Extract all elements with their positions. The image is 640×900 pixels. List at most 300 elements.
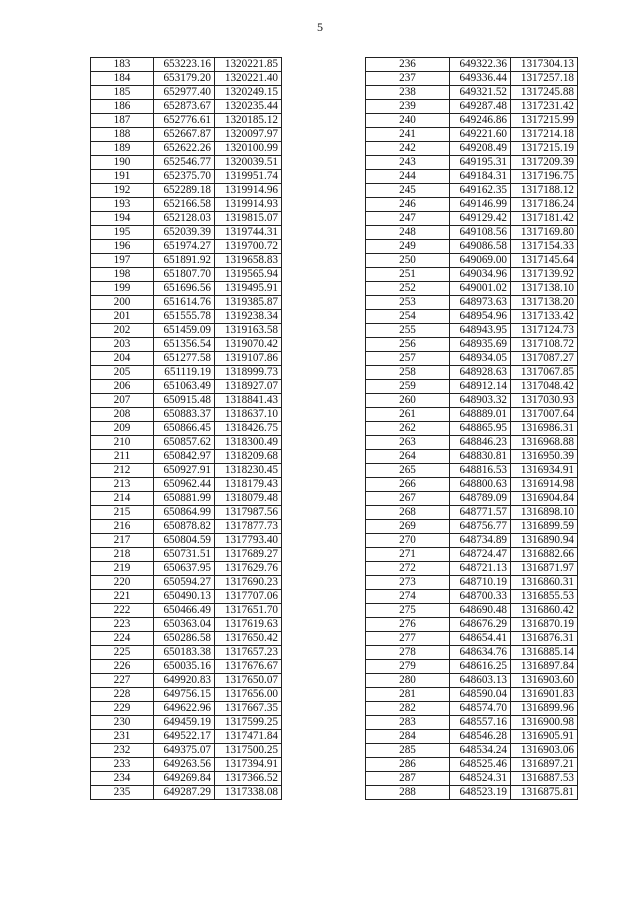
table-row <box>91 198 282 212</box>
table-row <box>366 198 578 212</box>
point-number-cell: 212 <box>91 464 154 478</box>
x-coordinate-cell: 649920.83 <box>154 674 215 688</box>
y-coordinate-cell: 1316900.98 <box>511 716 578 730</box>
table-row <box>366 170 578 184</box>
point-number-cell: 271 <box>366 548 450 562</box>
y-coordinate-cell: 1317500.25 <box>215 744 282 758</box>
y-coordinate-cell: 1316890.94 <box>511 534 578 548</box>
point-number-cell: 233 <box>91 758 154 772</box>
x-coordinate-cell: 649622.96 <box>154 702 215 716</box>
y-coordinate-cell: 1316887.53 <box>511 772 578 786</box>
x-coordinate-cell: 650866.45 <box>154 422 215 436</box>
y-coordinate-cell: 1317124.73 <box>511 324 578 338</box>
table-row <box>366 282 578 296</box>
point-number-cell: 243 <box>366 156 450 170</box>
x-coordinate-cell: 648789.09 <box>450 492 511 506</box>
table-row <box>366 632 578 646</box>
table-row <box>91 758 282 772</box>
y-coordinate-cell: 1317338.08 <box>215 786 282 800</box>
y-coordinate-cell: 1317108.72 <box>511 338 578 352</box>
y-coordinate-cell: 1319163.58 <box>215 324 282 338</box>
point-number-cell: 204 <box>91 352 154 366</box>
table-row <box>366 506 578 520</box>
x-coordinate-cell: 649246.86 <box>450 114 511 128</box>
point-number-cell: 288 <box>366 786 450 800</box>
y-coordinate-cell: 1320100.99 <box>215 142 282 156</box>
y-coordinate-cell: 1316986.31 <box>511 422 578 436</box>
table-row <box>366 758 578 772</box>
y-coordinate-cell: 1316898.10 <box>511 506 578 520</box>
y-coordinate-cell: 1319565.94 <box>215 268 282 282</box>
point-number-cell: 270 <box>366 534 450 548</box>
y-coordinate-cell: 1320039.51 <box>215 156 282 170</box>
point-number-cell: 221 <box>91 590 154 604</box>
x-coordinate-cell: 648734.89 <box>450 534 511 548</box>
point-number-cell: 237 <box>366 72 450 86</box>
y-coordinate-cell: 1317231.42 <box>511 100 578 114</box>
table-row <box>366 380 578 394</box>
table-row <box>91 604 282 618</box>
x-coordinate-cell: 648523.19 <box>450 786 511 800</box>
y-coordinate-cell: 1319744.31 <box>215 226 282 240</box>
x-coordinate-cell: 648676.29 <box>450 618 511 632</box>
x-coordinate-cell: 651119.19 <box>154 366 215 380</box>
point-number-cell: 240 <box>366 114 450 128</box>
y-coordinate-cell: 1316897.21 <box>511 758 578 772</box>
point-number-cell: 256 <box>366 338 450 352</box>
point-number-cell: 188 <box>91 128 154 142</box>
point-number-cell: 265 <box>366 464 450 478</box>
x-coordinate-cell: 651614.76 <box>154 296 215 310</box>
y-coordinate-cell: 1317689.27 <box>215 548 282 562</box>
y-coordinate-cell: 1319815.07 <box>215 212 282 226</box>
y-coordinate-cell: 1316871.97 <box>511 562 578 576</box>
point-number-cell: 272 <box>366 562 450 576</box>
point-number-cell: 185 <box>91 86 154 100</box>
y-coordinate-cell: 1317030.93 <box>511 394 578 408</box>
x-coordinate-cell: 648889.01 <box>450 408 511 422</box>
y-coordinate-cell: 1317215.99 <box>511 114 578 128</box>
point-number-cell: 245 <box>366 184 450 198</box>
table-row <box>91 156 282 170</box>
table-row <box>366 296 578 310</box>
table-row <box>366 408 578 422</box>
y-coordinate-cell: 1319914.96 <box>215 184 282 198</box>
table-row <box>366 464 578 478</box>
table-row <box>366 716 578 730</box>
y-coordinate-cell: 1317181.42 <box>511 212 578 226</box>
table-row <box>366 366 578 380</box>
x-coordinate-cell: 649195.31 <box>450 156 511 170</box>
point-number-cell: 251 <box>366 268 450 282</box>
x-coordinate-cell: 651459.09 <box>154 324 215 338</box>
coordinates-table-left <box>90 57 282 800</box>
y-coordinate-cell: 1318179.43 <box>215 478 282 492</box>
y-coordinate-cell: 1316855.53 <box>511 590 578 604</box>
point-number-cell: 259 <box>366 380 450 394</box>
y-coordinate-cell: 1317188.12 <box>511 184 578 198</box>
coordinates-table-left-body <box>91 58 282 800</box>
x-coordinate-cell: 648557.16 <box>450 716 511 730</box>
x-coordinate-cell: 648816.53 <box>450 464 511 478</box>
coordinates-table-right-body <box>366 58 578 800</box>
table-row <box>91 646 282 660</box>
table-row <box>366 254 578 268</box>
point-number-cell: 286 <box>366 758 450 772</box>
point-number-cell: 195 <box>91 226 154 240</box>
y-coordinate-cell: 1318927.07 <box>215 380 282 394</box>
x-coordinate-cell: 649069.00 <box>450 254 511 268</box>
x-coordinate-cell: 648724.47 <box>450 548 511 562</box>
x-coordinate-cell: 652546.77 <box>154 156 215 170</box>
y-coordinate-cell: 1317650.42 <box>215 632 282 646</box>
y-coordinate-cell: 1316968.88 <box>511 436 578 450</box>
point-number-cell: 193 <box>91 198 154 212</box>
table-row <box>366 646 578 660</box>
x-coordinate-cell: 648546.28 <box>450 730 511 744</box>
table-row <box>91 58 282 72</box>
table-row <box>91 744 282 758</box>
x-coordinate-cell: 649086.58 <box>450 240 511 254</box>
table-row <box>366 534 578 548</box>
x-coordinate-cell: 652622.26 <box>154 142 215 156</box>
x-coordinate-cell: 651555.78 <box>154 310 215 324</box>
table-row <box>91 492 282 506</box>
table-row <box>366 702 578 716</box>
table-row <box>366 114 578 128</box>
table-row <box>91 534 282 548</box>
y-coordinate-cell: 1316905.91 <box>511 730 578 744</box>
table-row <box>91 702 282 716</box>
point-number-cell: 234 <box>91 772 154 786</box>
point-number-cell: 199 <box>91 282 154 296</box>
point-number-cell: 274 <box>366 590 450 604</box>
point-number-cell: 201 <box>91 310 154 324</box>
x-coordinate-cell: 652128.03 <box>154 212 215 226</box>
x-coordinate-cell: 648928.63 <box>450 366 511 380</box>
y-coordinate-cell: 1316904.84 <box>511 492 578 506</box>
x-coordinate-cell: 650864.99 <box>154 506 215 520</box>
point-number-cell: 239 <box>366 100 450 114</box>
y-coordinate-cell: 1317471.84 <box>215 730 282 744</box>
point-number-cell: 210 <box>91 436 154 450</box>
y-coordinate-cell: 1318426.75 <box>215 422 282 436</box>
table-row <box>91 324 282 338</box>
point-number-cell: 281 <box>366 688 450 702</box>
y-coordinate-cell: 1319951.74 <box>215 170 282 184</box>
y-coordinate-cell: 1317139.92 <box>511 268 578 282</box>
point-number-cell: 279 <box>366 660 450 674</box>
table-row <box>366 576 578 590</box>
x-coordinate-cell: 649108.56 <box>450 226 511 240</box>
y-coordinate-cell: 1319070.42 <box>215 338 282 352</box>
y-coordinate-cell: 1319385.87 <box>215 296 282 310</box>
point-number-cell: 194 <box>91 212 154 226</box>
x-coordinate-cell: 648800.63 <box>450 478 511 492</box>
table-row <box>91 548 282 562</box>
x-coordinate-cell: 649522.17 <box>154 730 215 744</box>
y-coordinate-cell: 1317154.33 <box>511 240 578 254</box>
point-number-cell: 253 <box>366 296 450 310</box>
x-coordinate-cell: 649129.42 <box>450 212 511 226</box>
x-coordinate-cell: 650731.51 <box>154 548 215 562</box>
table-row <box>91 310 282 324</box>
x-coordinate-cell: 650490.13 <box>154 590 215 604</box>
point-number-cell: 246 <box>366 198 450 212</box>
point-number-cell: 250 <box>366 254 450 268</box>
y-coordinate-cell: 1316901.83 <box>511 688 578 702</box>
point-number-cell: 261 <box>366 408 450 422</box>
x-coordinate-cell: 652166.58 <box>154 198 215 212</box>
x-coordinate-cell: 648771.57 <box>450 506 511 520</box>
y-coordinate-cell: 1317394.91 <box>215 758 282 772</box>
page-number: 5 <box>317 20 323 34</box>
x-coordinate-cell: 651277.58 <box>154 352 215 366</box>
point-number-cell: 224 <box>91 632 154 646</box>
x-coordinate-cell: 648574.70 <box>450 702 511 716</box>
point-number-cell: 187 <box>91 114 154 128</box>
table-row <box>91 142 282 156</box>
point-number-cell: 278 <box>366 646 450 660</box>
point-number-cell: 191 <box>91 170 154 184</box>
x-coordinate-cell: 648690.48 <box>450 604 511 618</box>
x-coordinate-cell: 650878.82 <box>154 520 215 534</box>
y-coordinate-cell: 1317366.52 <box>215 772 282 786</box>
y-coordinate-cell: 1316860.31 <box>511 576 578 590</box>
point-number-cell: 268 <box>366 506 450 520</box>
point-number-cell: 242 <box>366 142 450 156</box>
x-coordinate-cell: 650183.38 <box>154 646 215 660</box>
table-row <box>91 100 282 114</box>
table-row <box>91 240 282 254</box>
x-coordinate-cell: 648973.63 <box>450 296 511 310</box>
y-coordinate-cell: 1318300.49 <box>215 436 282 450</box>
table-row <box>91 618 282 632</box>
point-number-cell: 254 <box>366 310 450 324</box>
y-coordinate-cell: 1320185.12 <box>215 114 282 128</box>
table-row <box>91 380 282 394</box>
y-coordinate-cell: 1319914.93 <box>215 198 282 212</box>
x-coordinate-cell: 649001.02 <box>450 282 511 296</box>
point-number-cell: 211 <box>91 450 154 464</box>
point-number-cell: 227 <box>91 674 154 688</box>
y-coordinate-cell: 1317650.07 <box>215 674 282 688</box>
y-coordinate-cell: 1317651.70 <box>215 604 282 618</box>
coordinates-table-right <box>365 57 578 800</box>
x-coordinate-cell: 651063.49 <box>154 380 215 394</box>
x-coordinate-cell: 649287.29 <box>154 786 215 800</box>
x-coordinate-cell: 649322.36 <box>450 58 511 72</box>
x-coordinate-cell: 650286.58 <box>154 632 215 646</box>
point-number-cell: 183 <box>91 58 154 72</box>
table-row <box>366 128 578 142</box>
table-row <box>91 464 282 478</box>
x-coordinate-cell: 652667.87 <box>154 128 215 142</box>
table-row <box>91 478 282 492</box>
x-coordinate-cell: 648710.19 <box>450 576 511 590</box>
table-row <box>366 86 578 100</box>
table-row <box>366 268 578 282</box>
x-coordinate-cell: 650927.91 <box>154 464 215 478</box>
x-coordinate-cell: 651891.92 <box>154 254 215 268</box>
table-row <box>366 100 578 114</box>
point-number-cell: 287 <box>366 772 450 786</box>
table-row <box>91 212 282 226</box>
x-coordinate-cell: 648865.95 <box>450 422 511 436</box>
point-number-cell: 260 <box>366 394 450 408</box>
y-coordinate-cell: 1316870.19 <box>511 618 578 632</box>
point-number-cell: 207 <box>91 394 154 408</box>
x-coordinate-cell: 650883.37 <box>154 408 215 422</box>
point-number-cell: 284 <box>366 730 450 744</box>
point-number-cell: 273 <box>366 576 450 590</box>
table-row <box>91 226 282 240</box>
point-number-cell: 217 <box>91 534 154 548</box>
table-row <box>366 226 578 240</box>
table-row <box>91 352 282 366</box>
table-row <box>366 72 578 86</box>
point-number-cell: 208 <box>91 408 154 422</box>
x-coordinate-cell: 648534.24 <box>450 744 511 758</box>
x-coordinate-cell: 653223.16 <box>154 58 215 72</box>
table-row <box>91 394 282 408</box>
table-row <box>91 422 282 436</box>
table-row <box>366 156 578 170</box>
x-coordinate-cell: 649162.35 <box>450 184 511 198</box>
table-row <box>91 408 282 422</box>
x-coordinate-cell: 649756.15 <box>154 688 215 702</box>
table-row <box>91 772 282 786</box>
point-number-cell: 202 <box>91 324 154 338</box>
y-coordinate-cell: 1317629.76 <box>215 562 282 576</box>
y-coordinate-cell: 1317657.23 <box>215 646 282 660</box>
y-coordinate-cell: 1320097.97 <box>215 128 282 142</box>
table-row <box>366 590 578 604</box>
point-number-cell: 285 <box>366 744 450 758</box>
y-coordinate-cell: 1316882.66 <box>511 548 578 562</box>
table-row <box>91 128 282 142</box>
point-number-cell: 186 <box>91 100 154 114</box>
y-coordinate-cell: 1317877.73 <box>215 520 282 534</box>
table-row <box>91 562 282 576</box>
x-coordinate-cell: 649221.60 <box>450 128 511 142</box>
table-row <box>366 324 578 338</box>
point-number-cell: 205 <box>91 366 154 380</box>
y-coordinate-cell: 1316876.31 <box>511 632 578 646</box>
y-coordinate-cell: 1318079.48 <box>215 492 282 506</box>
table-row <box>91 590 282 604</box>
x-coordinate-cell: 648954.96 <box>450 310 511 324</box>
y-coordinate-cell: 1320221.85 <box>215 58 282 72</box>
y-coordinate-cell: 1317987.56 <box>215 506 282 520</box>
point-number-cell: 229 <box>91 702 154 716</box>
y-coordinate-cell: 1317214.18 <box>511 128 578 142</box>
table-row <box>366 212 578 226</box>
y-coordinate-cell: 1317007.64 <box>511 408 578 422</box>
y-coordinate-cell: 1316914.98 <box>511 478 578 492</box>
x-coordinate-cell: 650363.04 <box>154 618 215 632</box>
y-coordinate-cell: 1317138.10 <box>511 282 578 296</box>
y-coordinate-cell: 1317067.85 <box>511 366 578 380</box>
table-row <box>366 688 578 702</box>
table-row <box>91 730 282 744</box>
point-number-cell: 198 <box>91 268 154 282</box>
y-coordinate-cell: 1316875.81 <box>511 786 578 800</box>
x-coordinate-cell: 649263.56 <box>154 758 215 772</box>
x-coordinate-cell: 649375.07 <box>154 744 215 758</box>
x-coordinate-cell: 649146.99 <box>450 198 511 212</box>
table-row <box>91 72 282 86</box>
x-coordinate-cell: 652873.67 <box>154 100 215 114</box>
x-coordinate-cell: 652776.61 <box>154 114 215 128</box>
point-number-cell: 248 <box>366 226 450 240</box>
x-coordinate-cell: 650842.97 <box>154 450 215 464</box>
point-number-cell: 258 <box>366 366 450 380</box>
table-row <box>366 744 578 758</box>
point-number-cell: 238 <box>366 86 450 100</box>
table-row <box>366 604 578 618</box>
point-number-cell: 267 <box>366 492 450 506</box>
point-number-cell: 255 <box>366 324 450 338</box>
table-row <box>366 478 578 492</box>
table-row <box>366 436 578 450</box>
point-number-cell: 215 <box>91 506 154 520</box>
point-number-cell: 263 <box>366 436 450 450</box>
point-number-cell: 222 <box>91 604 154 618</box>
y-coordinate-cell: 1316860.42 <box>511 604 578 618</box>
point-number-cell: 277 <box>366 632 450 646</box>
table-row <box>366 520 578 534</box>
y-coordinate-cell: 1318209.68 <box>215 450 282 464</box>
y-coordinate-cell: 1317133.42 <box>511 310 578 324</box>
y-coordinate-cell: 1320249.15 <box>215 86 282 100</box>
table-row <box>91 338 282 352</box>
point-number-cell: 247 <box>366 212 450 226</box>
x-coordinate-cell: 649321.52 <box>450 86 511 100</box>
y-coordinate-cell: 1318637.10 <box>215 408 282 422</box>
point-number-cell: 184 <box>91 72 154 86</box>
y-coordinate-cell: 1316903.60 <box>511 674 578 688</box>
x-coordinate-cell: 651974.27 <box>154 240 215 254</box>
point-number-cell: 275 <box>366 604 450 618</box>
point-number-cell: 225 <box>91 646 154 660</box>
x-coordinate-cell: 648654.41 <box>450 632 511 646</box>
table-row <box>91 716 282 730</box>
point-number-cell: 236 <box>366 58 450 72</box>
table-row <box>91 86 282 100</box>
point-number-cell: 230 <box>91 716 154 730</box>
table-row <box>366 674 578 688</box>
table-row <box>366 562 578 576</box>
point-number-cell: 269 <box>366 520 450 534</box>
y-coordinate-cell: 1316897.84 <box>511 660 578 674</box>
point-number-cell: 197 <box>91 254 154 268</box>
x-coordinate-cell: 651807.70 <box>154 268 215 282</box>
x-coordinate-cell: 648943.95 <box>450 324 511 338</box>
y-coordinate-cell: 1316934.91 <box>511 464 578 478</box>
x-coordinate-cell: 651696.56 <box>154 282 215 296</box>
x-coordinate-cell: 648934.05 <box>450 352 511 366</box>
point-number-cell: 203 <box>91 338 154 352</box>
x-coordinate-cell: 649287.48 <box>450 100 511 114</box>
point-number-cell: 252 <box>366 282 450 296</box>
table-row <box>91 114 282 128</box>
x-coordinate-cell: 649034.96 <box>450 268 511 282</box>
point-number-cell: 282 <box>366 702 450 716</box>
y-coordinate-cell: 1317048.42 <box>511 380 578 394</box>
point-number-cell: 244 <box>366 170 450 184</box>
table-row <box>366 548 578 562</box>
